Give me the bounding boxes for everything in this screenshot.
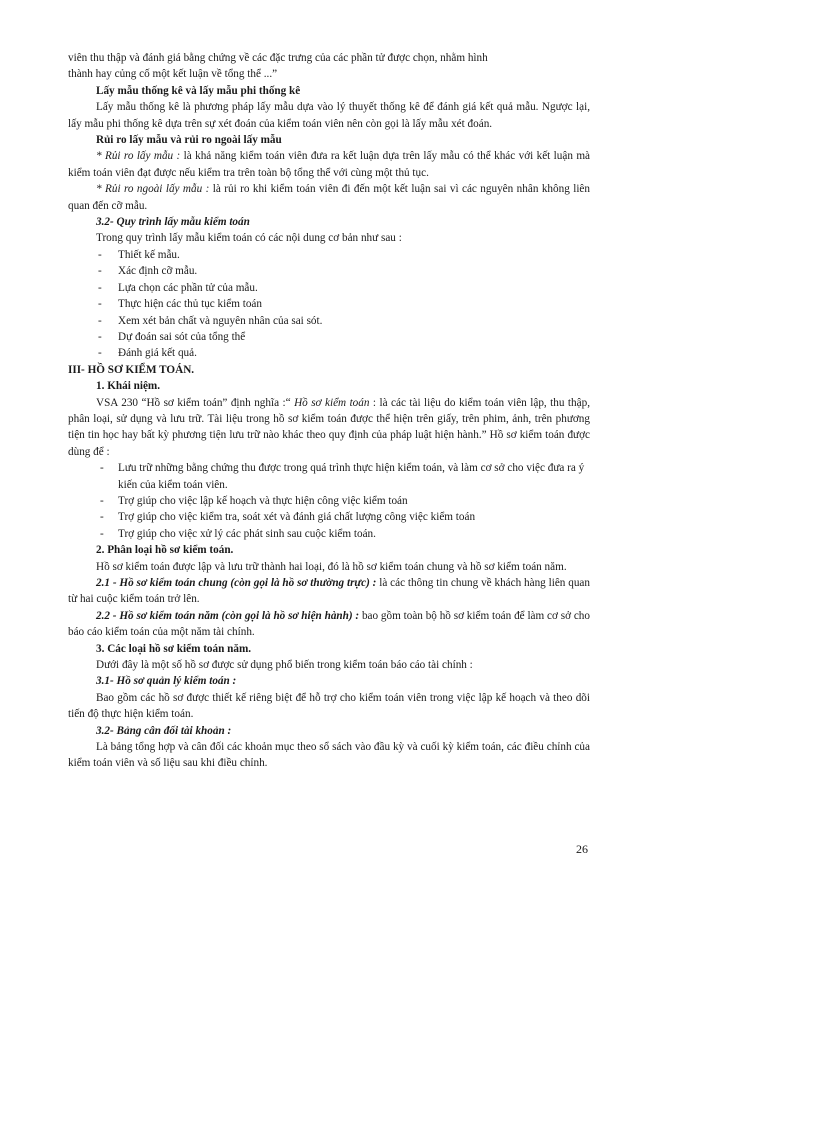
list-item: - Lưu trữ những bằng chứng thu được trong quá trình thực hiện kiểm toán, và làm cơ sở cho việc đưa ra ý kiến của kiểm toán viên. (100, 462, 585, 491)
definition-text: là rủi ro khi kiểm toán viên đi đến một kết luận sai vì các nguyên nhân không liên quan đến cỡ mẫu. (68, 183, 590, 212)
text-line: thành hay củng cố một kết luận về tổng thể ...” (68, 68, 278, 81)
heading-sampling: Lấy mẫu thống kê và lấy mẫu phi thống kê (96, 84, 301, 97)
list-item: - Dự đoán sai sót của tổng thể (98, 330, 246, 343)
heading-3: 3. Các loại hồ sơ kiểm toán năm. (96, 642, 252, 655)
section-heading-III: III- HỒ SƠ KIỂM TOÁN. (68, 363, 195, 376)
paragraph-3-1: Bao gồm các hồ sơ được thiết kế riêng biệt để hỗ trợ cho kiểm toán viên trong việc lập kế hoạch và theo dõi tiến độ thực hiện kiểm toán. (68, 691, 590, 721)
paragraph-3-2: Trong quy trình lấy mẫu kiểm toán có các nội dung cơ bản như sau : (96, 232, 402, 245)
paragraph-non-sampling-risk (68, 181, 590, 214)
list-item: - Đánh giá kết quả. (98, 347, 197, 360)
list-item: - Xem xét bản chất và nguyên nhân của sai sót. (98, 314, 323, 327)
heading-1: 1. Khái niệm. (96, 380, 161, 393)
paragraph-2-2: 2.2 - Hồ sơ kiểm toán năm (còn gọi là hồ sơ hiện hành) : bao gồm toàn bộ hồ sơ kiểm toán để làm cơ sở cho báo cáo kiểm toán của một năm tài chính. (68, 609, 590, 639)
term-current-file: 2.2 - Hồ sơ kiểm toán năm (còn gọi là hồ sơ hiện hành) : (96, 609, 360, 622)
heading-risk: Rủi ro lấy mẫu và rủi ro ngoài lấy mẫu (96, 134, 282, 147)
list-item: - Trợ giúp cho việc lập kế hoạch và thực hiện công việc kiểm toán (100, 494, 408, 507)
definition-text: là khả năng kiểm toán viên đưa ra kết luận dựa trên lấy mẫu có thể khác với kết luận mà kiểm toán viên đạt được nếu kiểm tra trên toàn bộ tổng thể với cùng một thủ tục. (68, 150, 590, 179)
list-item: - Xác định cỡ mẫu. (98, 265, 198, 278)
heading-2: 2. Phân loại hồ sơ kiểm toán. (96, 544, 234, 557)
term-audit-file: Hồ sơ kiểm toán (294, 396, 370, 409)
list-item: - Thực hiện các thủ tục kiểm toán (98, 298, 262, 311)
text-line: viên thu thập và đánh giá bằng chứng về các đặc trưng của các phần tử được chọn, nhằm hình (68, 52, 488, 64)
paragraph-3-2b: Là bảng tổng hợp và cân đối các khoản mục theo sổ sách vào đầu kỳ và cuối kỳ kiểm toán, các điều chỉnh của kiểm toán viên và số liệu sau khi điều chỉnh. (68, 741, 590, 770)
heading-3-2: 3.2- Quy trình lấy mẫu kiểm toán (96, 216, 250, 229)
term-sampling-risk: * Rủi ro lấy mẫu : (96, 150, 181, 163)
term-permanent-file: 2.1 - Hồ sơ kiểm toán chung (còn gọi là hồ sơ thường trực) : (96, 577, 377, 589)
uses-list (68, 460, 590, 542)
heading-3-2b: 3.2- Bảng cân đối tài khoản : (96, 724, 232, 737)
list-item: - Trợ giúp cho việc kiểm tra, soát xét và đánh giá chất lượng công việc kiểm toán (100, 511, 476, 524)
document-page (68, 50, 590, 772)
paragraph-definition: VSA 230 “Hồ sơ kiểm toán” định nghĩa :“ Hồ sơ kiểm toán : là các tài liệu do kiểm toán viên lập, thu thập, phân loại, sử dụng và lưu trữ. Tài liệu trong hồ sơ kiểm toán được thể hiện trên giấy, trên phim, ảnh, trên phương tiện tin học hay bất kỳ phương tiện lưu trữ nào khác theo quy định của pháp luật hiện hành.” Hồ sơ kiểm toán được dùng để : (68, 396, 590, 458)
page-number: 26 (576, 842, 588, 856)
paragraph-2: Hồ sơ kiểm toán được lập và lưu trữ thành hai loại, đó là hồ sơ kiểm toán chung và hồ sơ kiểm toán năm. (96, 560, 567, 573)
heading-3-1: 3.1- Hồ sơ quản lý kiểm toán : (96, 675, 237, 688)
steps-list (68, 247, 590, 362)
list-item: - Lựa chọn các phần tử của mẫu. (98, 281, 258, 294)
paragraph-3: Dưới đây là một số hồ sơ được sử dụng phổ biến trong kiểm toán báo cáo tài chính : (96, 659, 473, 672)
list-item: - Thiết kế mẫu. (98, 248, 180, 261)
paragraph-2-1: 2.1 - Hồ sơ kiểm toán chung (còn gọi là hồ sơ thường trực) : là các thông tin chung về khách hàng liên quan từ hai cuộc kiểm toán trở lên. (68, 577, 590, 606)
paragraph-sampling-risk (68, 148, 590, 181)
list-item: - Trợ giúp cho việc xử lý các phát sinh sau cuộc kiểm toán. (100, 527, 376, 540)
term-non-sampling-risk: * Rủi ro ngoài lấy mẫu : (96, 183, 210, 196)
paragraph-sampling: Lấy mẫu thống kê là phương pháp lấy mẫu dựa vào lý thuyết thống kê để đánh giá kết quả mẫu. Ngược lại, lấy mẫu phi thống kê dựa trên sự xét đoán của kiểm toán viên nên còn gọi là lấy mẫu xét đoán. (68, 101, 590, 130)
